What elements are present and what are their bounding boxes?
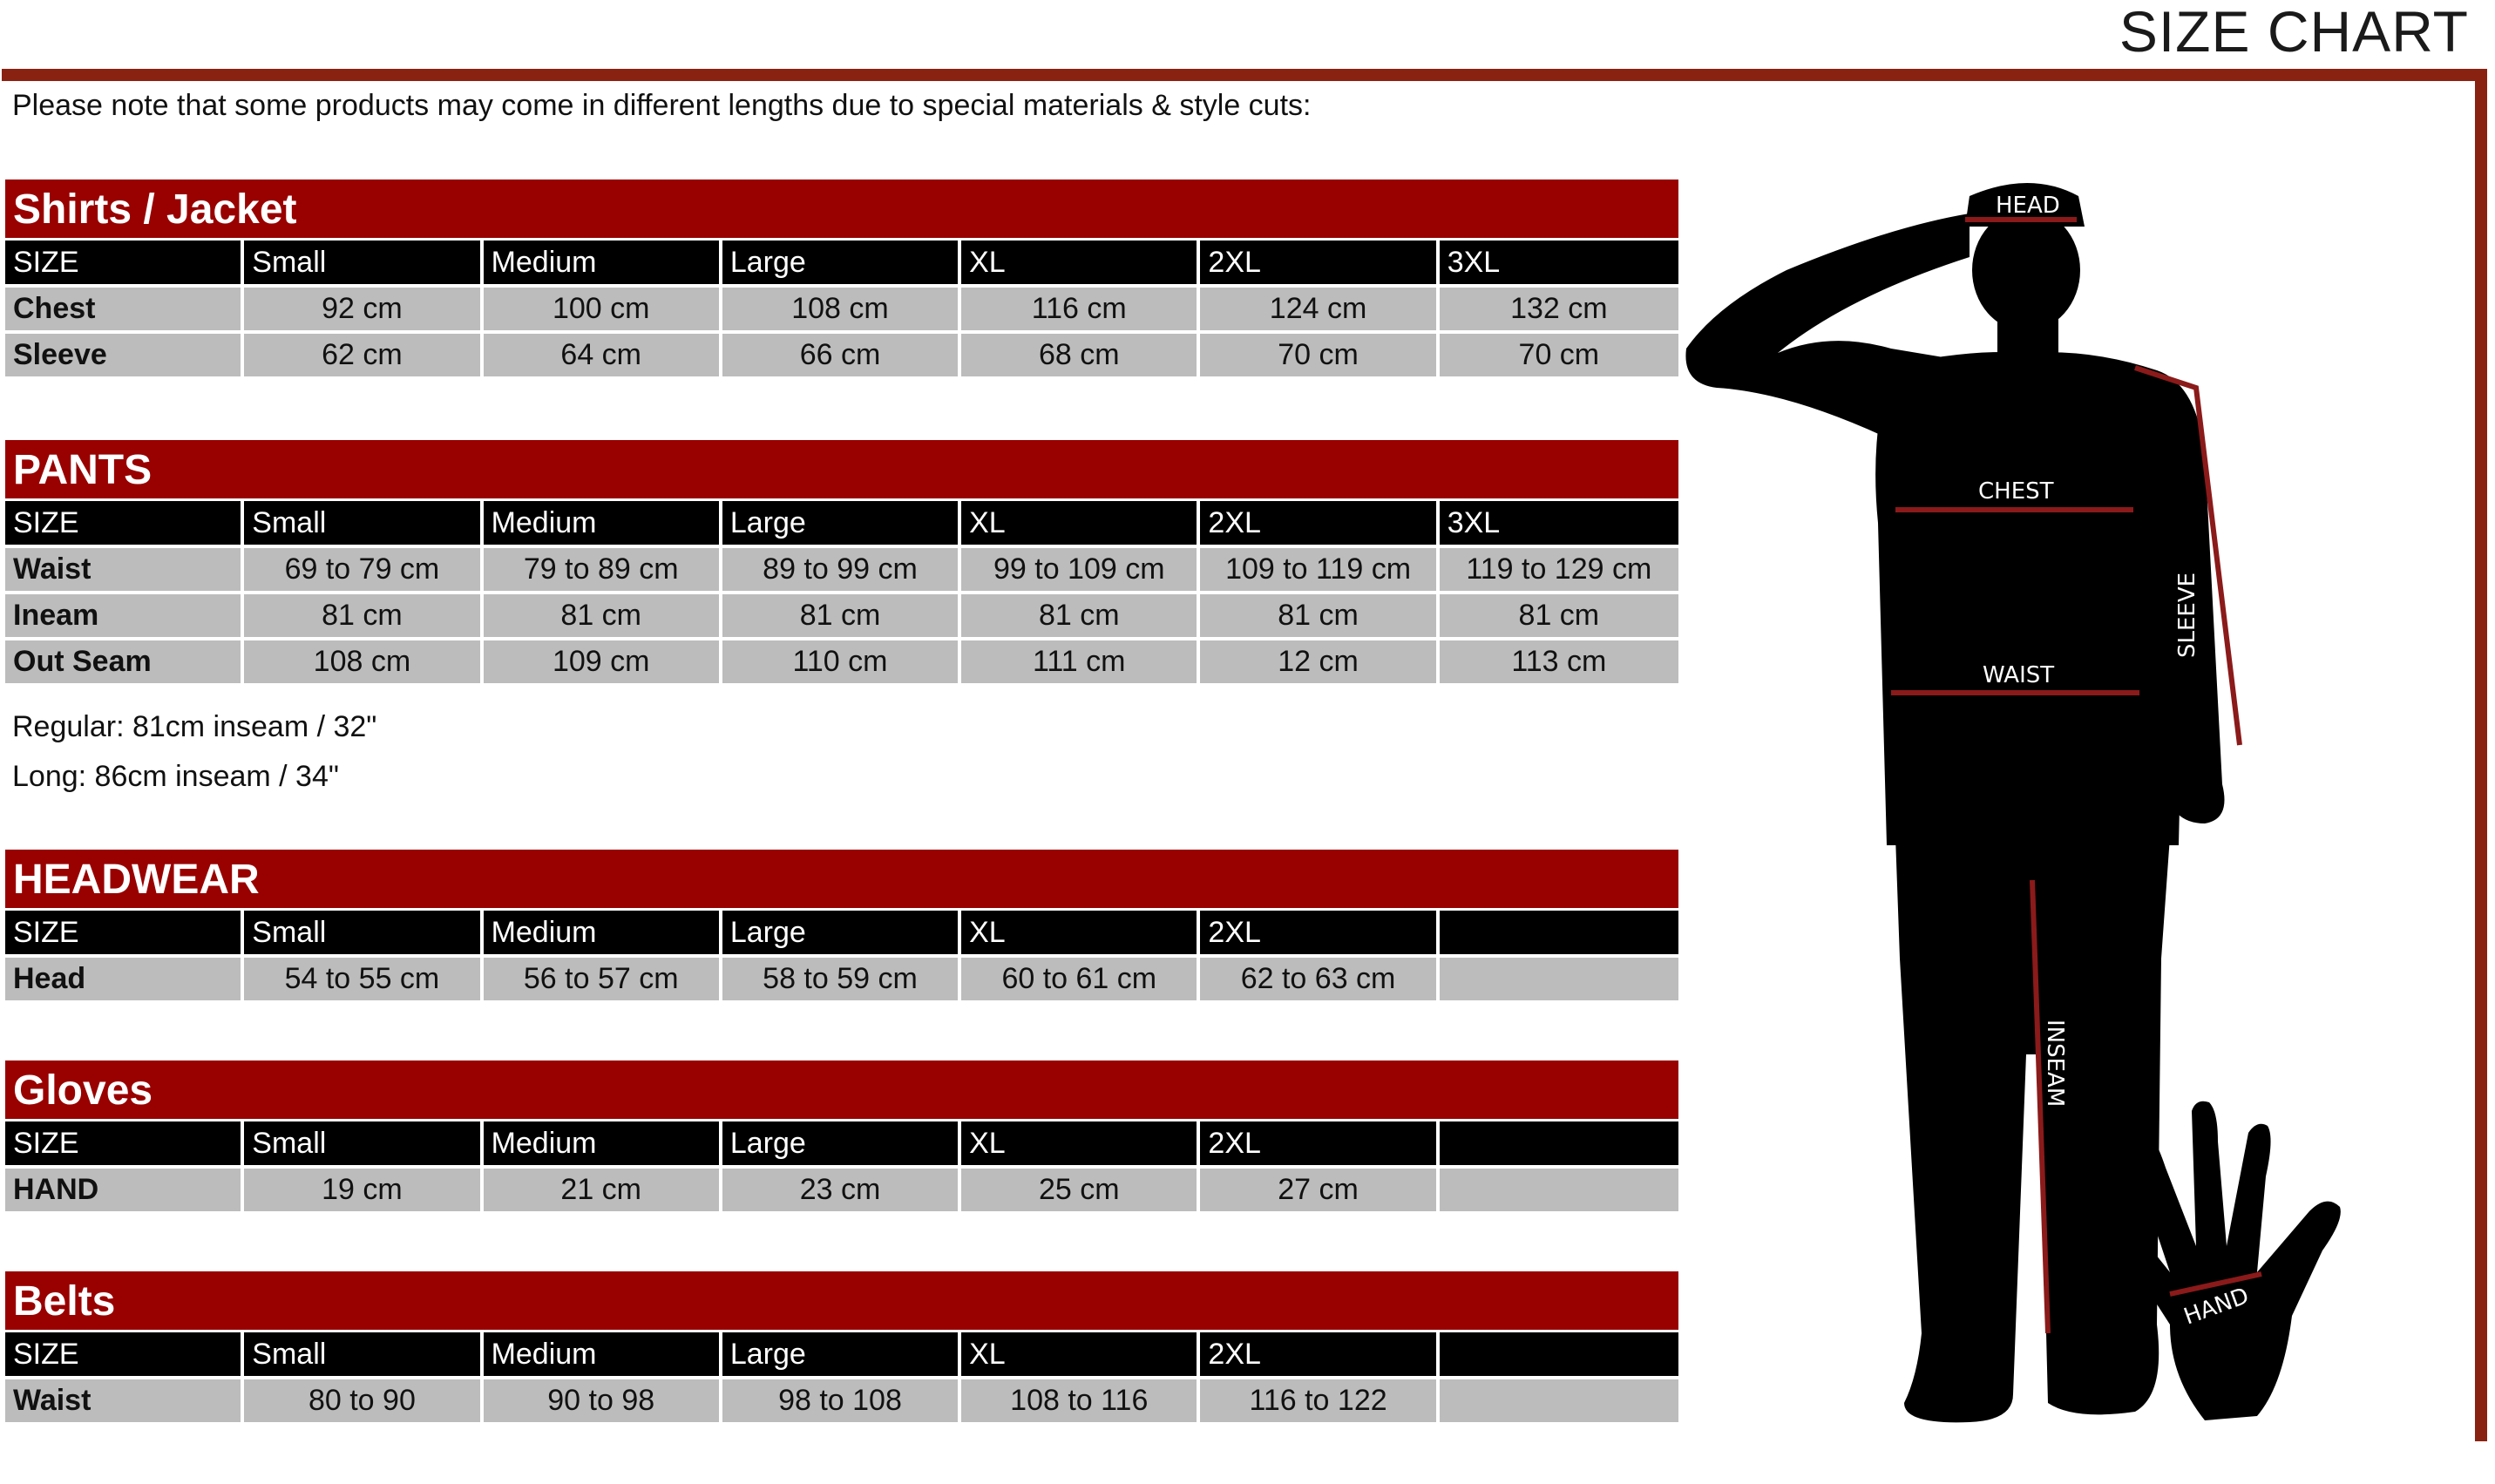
header-cell: SIZE <box>5 1119 244 1165</box>
table-cell: 108 to 116 <box>961 1376 1200 1422</box>
table-row <box>5 954 1678 1000</box>
table-cell: 100 cm <box>484 284 722 330</box>
table-cell: 60 to 61 cm <box>961 954 1200 1000</box>
page-title: SIZE CHART <box>2119 0 2469 64</box>
head-label: HEAD <box>1996 193 2060 219</box>
row-label: Waist <box>5 545 244 591</box>
table-cell: 109 cm <box>484 637 722 683</box>
header-cell: Medium <box>484 1330 722 1376</box>
table-cell: 68 cm <box>961 330 1200 376</box>
table-cell: 62 cm <box>244 330 483 376</box>
table-cell: 12 cm <box>1200 637 1439 683</box>
table-row <box>5 591 1678 637</box>
header-cell <box>1440 908 1678 954</box>
hand-label: HAND <box>2180 1283 2253 1331</box>
table-cell: 119 to 129 cm <box>1440 545 1678 591</box>
table-row <box>5 330 1678 376</box>
section-pants <box>5 440 1678 683</box>
section-gloves <box>5 1060 1678 1211</box>
row-label: Head <box>5 954 244 1000</box>
table-cell: 81 cm <box>244 591 483 637</box>
header-cell: Medium <box>484 908 722 954</box>
header-cell <box>1440 1330 1678 1376</box>
waist-label: WAIST <box>1983 662 2055 688</box>
header-cell: 3XL <box>1440 498 1678 545</box>
header-cell: Large <box>722 1119 961 1165</box>
table-header-row <box>5 1330 1678 1376</box>
row-label: Chest <box>5 284 244 330</box>
header-cell: XL <box>961 498 1200 545</box>
table-cell <box>1440 1376 1678 1422</box>
table-cell: 80 to 90 <box>244 1376 483 1422</box>
length-note: Please note that some products may come in different lengths due to special materials & style cuts: <box>12 89 1312 122</box>
section-headwear <box>5 850 1678 1000</box>
table-cell: 111 cm <box>961 637 1200 683</box>
section-belts <box>5 1271 1678 1422</box>
header-cell: Large <box>722 238 961 284</box>
table-cell: 23 cm <box>722 1165 961 1211</box>
header-cell <box>1440 1119 1678 1165</box>
table-cell <box>1440 1165 1678 1211</box>
section-title: Belts <box>5 1271 1678 1330</box>
header-cell: Large <box>722 498 961 545</box>
table-cell: 81 cm <box>1440 591 1678 637</box>
table-cell: 56 to 57 cm <box>484 954 722 1000</box>
table-cell: 108 cm <box>244 637 483 683</box>
header-cell: Small <box>244 1330 483 1376</box>
header-cell: Medium <box>484 238 722 284</box>
header-cell: Small <box>244 238 483 284</box>
size-table-headwear <box>5 908 1678 1000</box>
header-cell: Large <box>722 1330 961 1376</box>
row-label: Sleeve <box>5 330 244 376</box>
size-table-pants <box>5 498 1678 683</box>
header-cell: XL <box>961 1330 1200 1376</box>
row-label: Ineam <box>5 591 244 637</box>
size-table-belts <box>5 1330 1678 1422</box>
table-cell: 19 cm <box>244 1165 483 1211</box>
table-cell: 124 cm <box>1200 284 1439 330</box>
table-row <box>5 545 1678 591</box>
row-label: Waist <box>5 1376 244 1422</box>
size-table-shirts <box>5 238 1678 376</box>
header-cell: XL <box>961 1119 1200 1165</box>
header-cell: XL <box>961 908 1200 954</box>
table-row <box>5 637 1678 683</box>
table-cell: 116 to 122 <box>1200 1376 1439 1422</box>
header-cell: Medium <box>484 498 722 545</box>
table-header-row <box>5 908 1678 954</box>
section-title: Gloves <box>5 1060 1678 1119</box>
right-divider <box>2475 69 2487 1441</box>
table-cell: 79 to 89 cm <box>484 545 722 591</box>
table-row <box>5 1165 1678 1211</box>
top-divider <box>2 69 2487 81</box>
header-cell: 2XL <box>1200 1119 1439 1165</box>
header-cell: 2XL <box>1200 498 1439 545</box>
table-cell: 81 cm <box>1200 591 1439 637</box>
table-cell: 98 to 108 <box>722 1376 961 1422</box>
table-cell: 27 cm <box>1200 1165 1439 1211</box>
table-header-row <box>5 498 1678 545</box>
table-cell: 99 to 109 cm <box>961 545 1200 591</box>
header-cell: SIZE <box>5 498 244 545</box>
table-cell: 89 to 99 cm <box>722 545 961 591</box>
header-cell: Small <box>244 908 483 954</box>
header-cell: SIZE <box>5 1330 244 1376</box>
table-cell: 54 to 55 cm <box>244 954 483 1000</box>
table-cell <box>1440 954 1678 1000</box>
inseam-label: INSEAM <box>2042 1020 2068 1108</box>
table-row <box>5 284 1678 330</box>
chest-label: CHEST <box>1978 478 2054 505</box>
section-title: HEADWEAR <box>5 850 1678 908</box>
table-cell: 64 cm <box>484 330 722 376</box>
table-cell: 110 cm <box>722 637 961 683</box>
header-cell: 3XL <box>1440 238 1678 284</box>
table-cell: 108 cm <box>722 284 961 330</box>
header-cell: 2XL <box>1200 1330 1439 1376</box>
table-cell: 113 cm <box>1440 637 1678 683</box>
table-cell: 21 cm <box>484 1165 722 1211</box>
table-cell: 90 to 98 <box>484 1376 722 1422</box>
header-cell: SIZE <box>5 908 244 954</box>
table-cell: 58 to 59 cm <box>722 954 961 1000</box>
table-cell: 81 cm <box>961 591 1200 637</box>
header-cell: XL <box>961 238 1200 284</box>
table-cell: 69 to 79 cm <box>244 545 483 591</box>
table-header-row <box>5 1119 1678 1165</box>
table-cell: 116 cm <box>961 284 1200 330</box>
table-cell: 81 cm <box>484 591 722 637</box>
header-cell: Large <box>722 908 961 954</box>
table-cell: 132 cm <box>1440 284 1678 330</box>
table-cell: 70 cm <box>1200 330 1439 376</box>
table-row <box>5 1376 1678 1422</box>
table-cell: 81 cm <box>722 591 961 637</box>
header-cell: 2XL <box>1200 238 1439 284</box>
section-shirts-jacket <box>5 180 1678 376</box>
section-title: Shirts / Jacket <box>5 180 1678 238</box>
section-title: PANTS <box>5 440 1678 498</box>
table-cell: 62 to 63 cm <box>1200 954 1439 1000</box>
header-cell: Small <box>244 1119 483 1165</box>
table-cell: 25 cm <box>961 1165 1200 1211</box>
row-label: HAND <box>5 1165 244 1211</box>
header-cell: 2XL <box>1200 908 1439 954</box>
table-cell: 66 cm <box>722 330 961 376</box>
row-label: Out Seam <box>5 637 244 683</box>
table-cell: 92 cm <box>244 284 483 330</box>
size-table-gloves <box>5 1119 1678 1211</box>
header-cell: SIZE <box>5 238 244 284</box>
sleeve-label: SLEEVE <box>2174 572 2200 658</box>
pants-note-regular: Regular: 81cm inseam / 32" <box>12 710 377 743</box>
table-cell: 70 cm <box>1440 330 1678 376</box>
table-cell: 109 to 119 cm <box>1200 545 1439 591</box>
header-cell: Medium <box>484 1119 722 1165</box>
measurement-figure <box>1682 174 2449 1447</box>
header-cell: Small <box>244 498 483 545</box>
pants-note-long: Long: 86cm inseam / 34" <box>12 760 339 793</box>
table-header-row <box>5 238 1678 284</box>
